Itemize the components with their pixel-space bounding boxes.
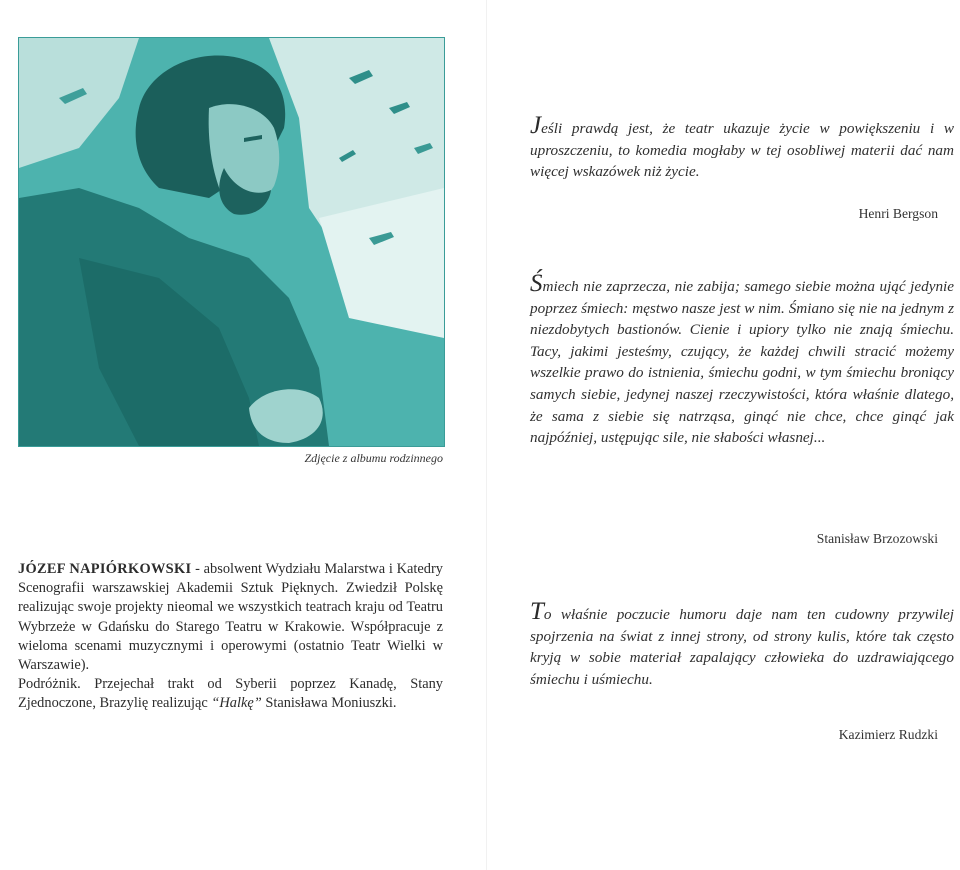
quote-text: miech nie zaprzecza, nie zabija; samego siebie można ująć jedynie poprzez śmiech: męstwo nasze jest w nim. Śmiano się nie na jednym z niezdobytych bastionów. Cienie i upiory tylko nie znają śmiechu. Tacy, jakimi jesteśmy, czujący, że każdej chwili stracić możemy wszelkie prawo do istnienia, śmiechu godni, w tym śmiechu broniący samych siebie, jedynej naszej rzeczywistości, która właśnie dlatego, że sama z siebie się natrząsa, ginąć nie chce, chce ginąć jak najpóźniej, ustępując sile, nie słabości własnej...	[530, 278, 954, 447]
quote-bergson	[530, 112, 954, 183]
photo-caption: Zdjęcie z albumu rodzinnego	[304, 451, 443, 465]
bio-name: JÓZEF NAPIÓRKOWSKI	[18, 561, 192, 577]
portrait-illustration	[19, 38, 444, 446]
bio-work-title: “Halkę”	[211, 695, 262, 712]
quote-initial: J	[530, 112, 542, 139]
quote-initial: Ś	[530, 270, 543, 297]
quote-brzozowski	[530, 270, 954, 449]
bio-text-2b: Stanisława Moniuszki.	[261, 695, 397, 712]
page-fold	[486, 0, 487, 870]
bio-text-2a: Podróżnik. Przejechał trakt od Syberii poprzez Kanadę, Stany Zjednoczone, Brazylię realizując	[18, 676, 443, 712]
quote-text: eśli prawdą jest, że teatr ukazuje życie w powiększeniu i w uproszczeniu, to komedia mogłaby w tej osobliwej materii dać nam więcej wskazówek niż życie.	[530, 120, 954, 181]
quote-text: o właśnie poczucie humoru daje nam ten cudowny przywilej spojrzenia na świat z innej strony, od strony kulis, które tak często kryją w sobie materiał zapalający człowieka do uzdrawiającego śmiechu i uśmiechu.	[530, 606, 954, 688]
quote-author: Kazimierz Rudzki	[838, 727, 938, 742]
bio-paragraph-1	[18, 560, 443, 675]
quote-author: Henri Bergson	[858, 206, 938, 221]
quote-rudzki	[530, 598, 954, 690]
biography	[18, 560, 443, 714]
bio-text-1: - absolwent Wydziału Malarstwa i Katedry Scenografii warszawskiej Akademii Sztuk Pięknych. Zwiedził Polskę realizując swoje projekty nieomal we wszystkich teatrach kraju od Teatru Wybrzeże w Gdańsku do Starego Teatru w Krakowie. Współpracuje z wieloma scenami muzycznymi i operowymi (ostatnio Teatr Wielki w Warszawie).	[18, 561, 443, 674]
quote-author: Stanisław Brzozowski	[816, 531, 938, 546]
portrait-photo	[18, 37, 445, 447]
quote-initial: T	[530, 598, 544, 625]
bio-paragraph-2	[18, 675, 443, 713]
